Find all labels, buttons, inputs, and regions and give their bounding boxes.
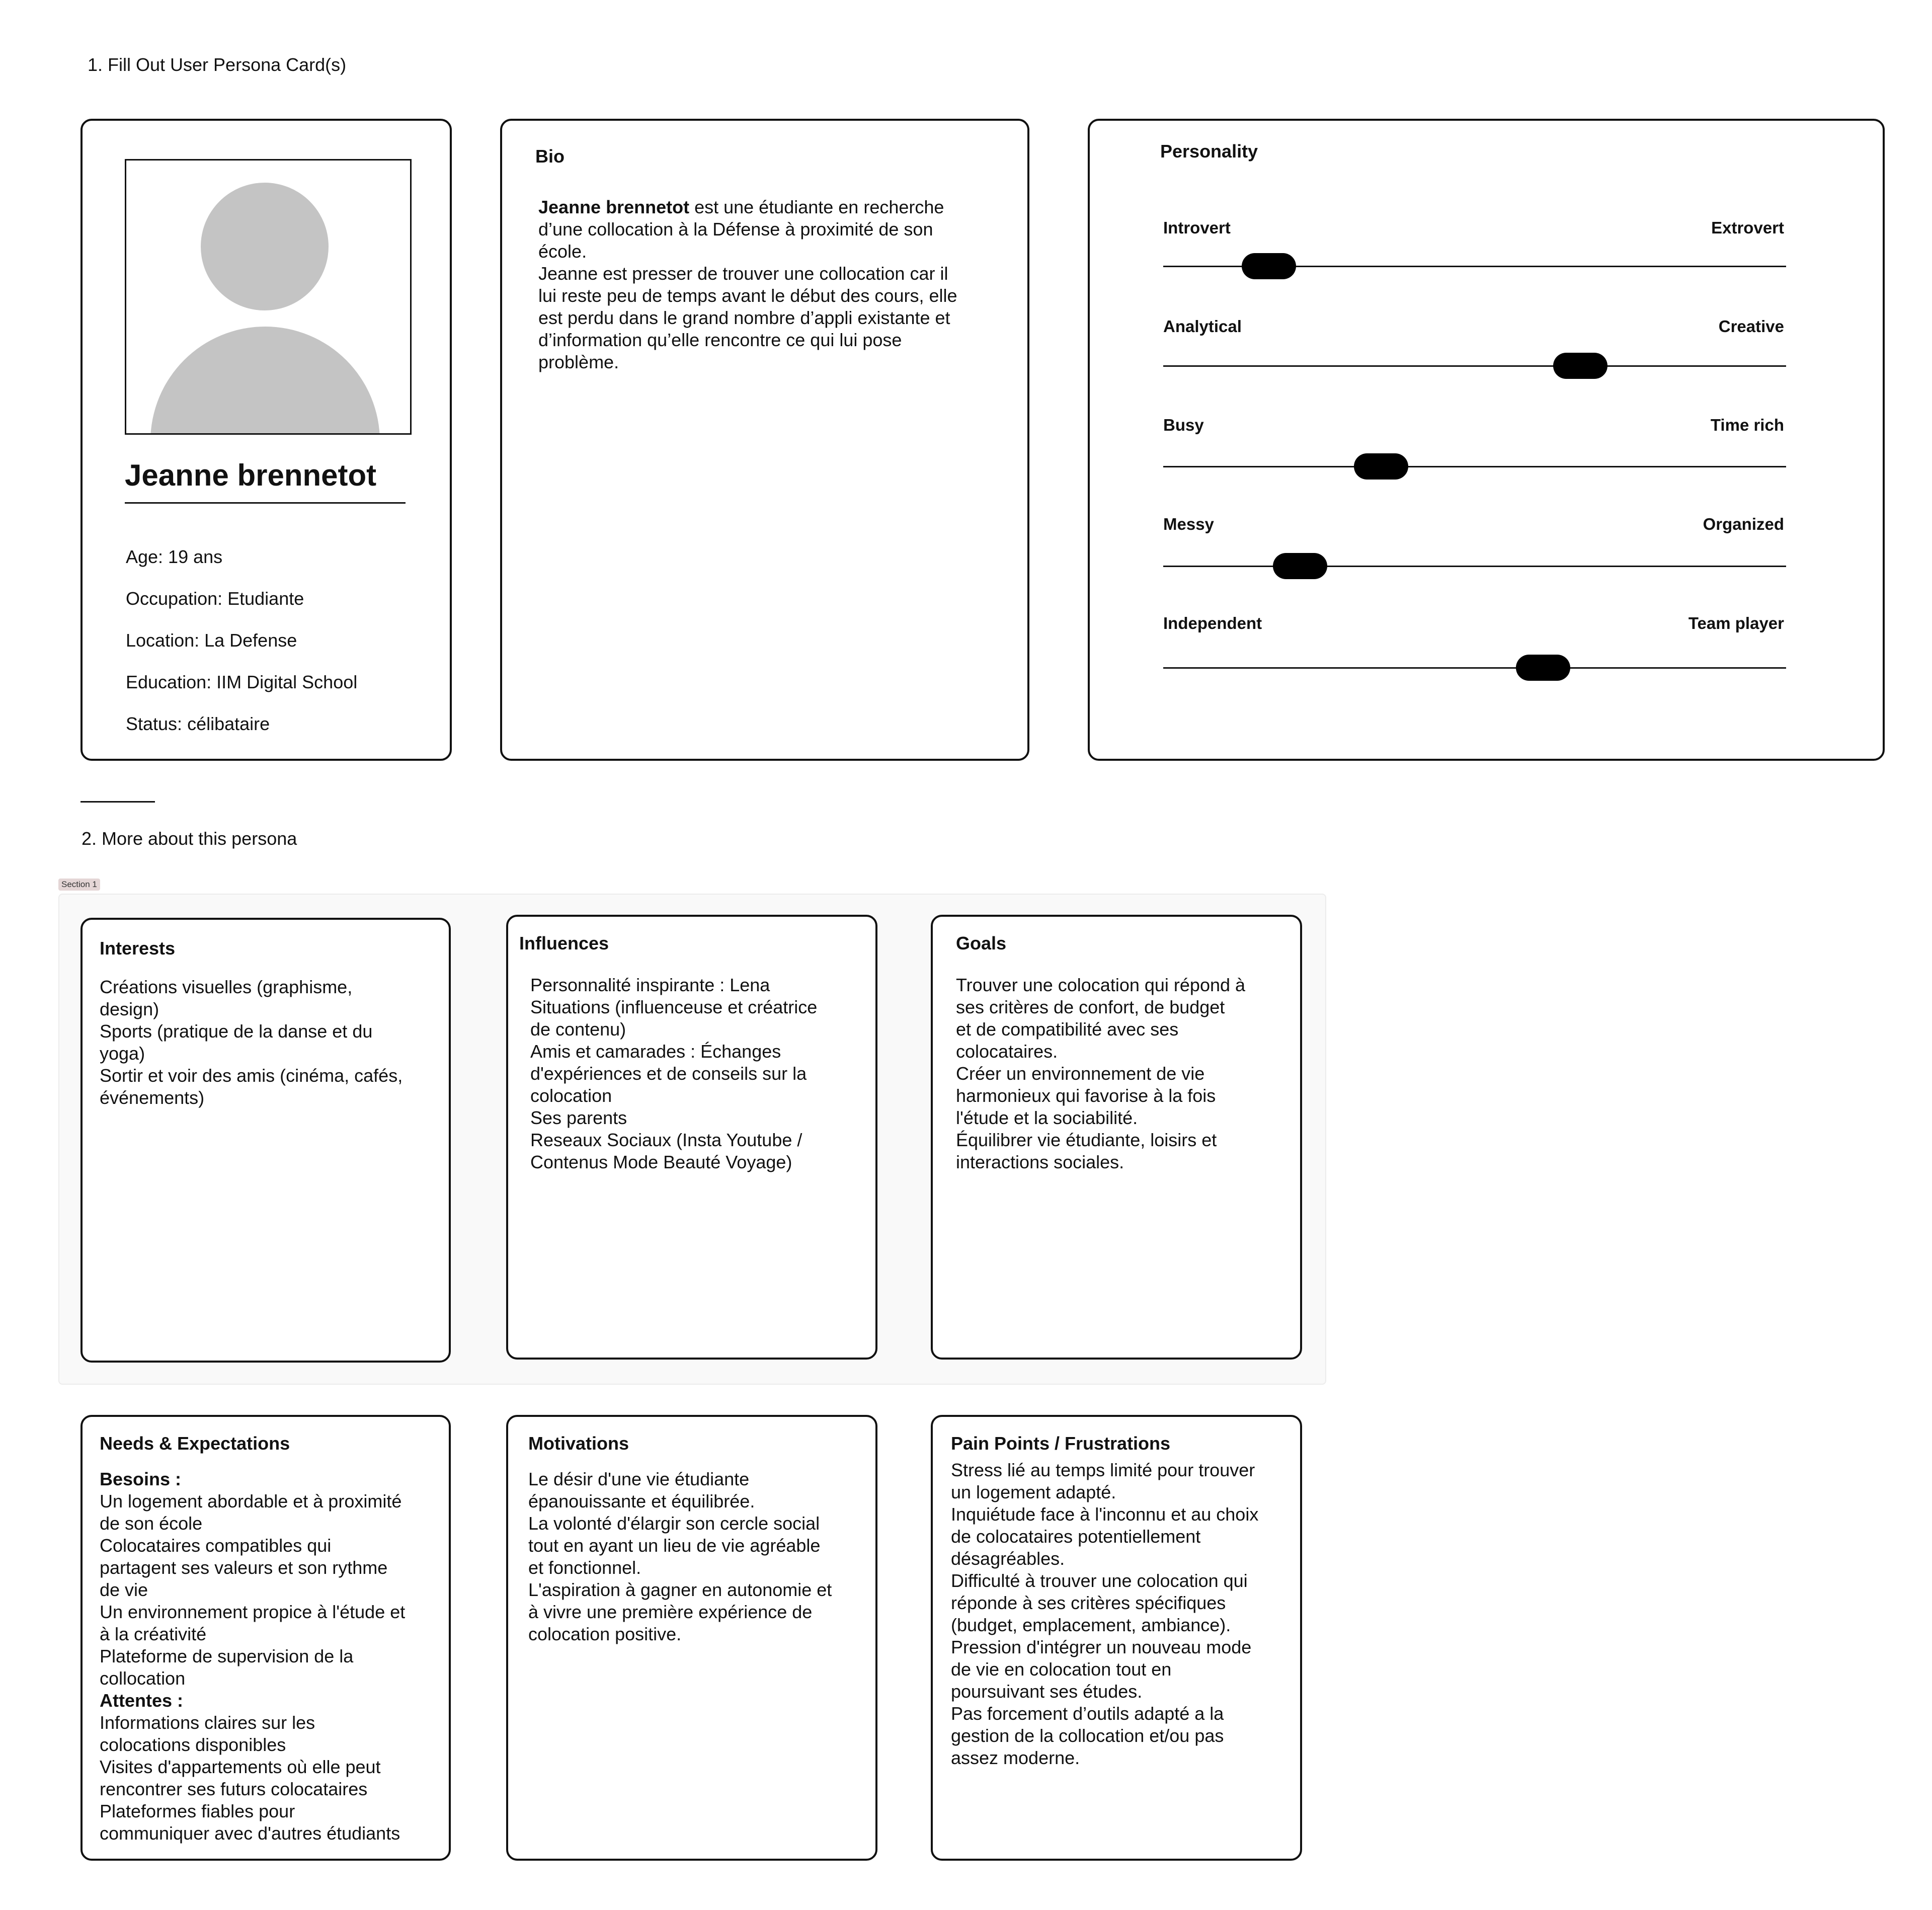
influences-line: Ses parents	[530, 1107, 627, 1128]
slider-track	[1163, 466, 1786, 467]
besoins-line: Colocataires compatibles qui	[100, 1535, 332, 1556]
motivations-line: colocation positive.	[528, 1624, 682, 1644]
pain-points-line: gestion de la collocation et/ou pas	[951, 1725, 1224, 1746]
motivations-line: La volonté d'élargir son cercle social	[528, 1513, 820, 1534]
bio-title: Bio	[535, 146, 565, 167]
influences-text	[530, 974, 817, 1173]
pain-points-line: de vie en colocation tout en	[951, 1659, 1172, 1680]
interests-line: Créations visuelles (graphisme,	[100, 977, 353, 997]
motivations-line: Le désir d'une vie étudiante	[528, 1469, 750, 1489]
pain-points-line: de colocataires potentiellement	[951, 1526, 1201, 1547]
goals-line: harmonieux qui favorise à la fois	[956, 1085, 1216, 1106]
slider-right-label: Team player	[1688, 614, 1784, 632]
bio-line: est perdu dans le grand nombre d’appli existante et	[538, 307, 950, 328]
avatar-body-icon	[150, 327, 380, 435]
besoins-line: à la créativité	[100, 1624, 207, 1644]
besoins-line: partagent ses valeurs et son rythme	[100, 1557, 388, 1578]
slider-right-label: Time rich	[1710, 416, 1784, 434]
pain-points-line: Pas forcement d’outils adapté a la	[951, 1703, 1224, 1724]
pain-points-text	[951, 1459, 1258, 1769]
bio-line: école.	[538, 241, 587, 262]
pain-points-line: Pression d'intégrer un nouveau mode	[951, 1637, 1252, 1657]
slider-knob[interactable]	[1273, 553, 1327, 579]
pain-points-line: poursuivant ses études.	[951, 1681, 1143, 1702]
attentes-line: rencontrer ses futurs colocataires	[100, 1779, 368, 1799]
step2-heading: 2. More about this persona	[82, 828, 297, 849]
influences-line: d'expériences et de conseils sur la	[530, 1063, 807, 1084]
motivations-line: à vivre une première expérience de	[528, 1602, 813, 1622]
name-underline	[125, 502, 406, 504]
influences-line: de contenu)	[530, 1019, 626, 1040]
bio-line: d’information qu’elle rencontre ce qui lui pose	[538, 330, 902, 350]
influences-line: Personnalité inspirante : Lena	[530, 975, 770, 995]
slider-right-label: Organized	[1703, 515, 1784, 533]
besoins-line: Plateforme de supervision de la	[100, 1646, 354, 1666]
besoins-line: de vie	[100, 1579, 148, 1600]
personality-title: Personality	[1160, 141, 1258, 162]
interests-line: Sortir et voir des amis (cinéma, cafés,	[100, 1065, 403, 1086]
persona-name: Jeanne brennetot	[125, 458, 377, 492]
pain-points-line: un logement adapté.	[951, 1482, 1116, 1502]
goals-line: interactions sociales.	[956, 1152, 1124, 1172]
influences-line: Amis et camarades : Échanges	[530, 1041, 781, 1062]
goals-line: ses critères de confort, de budget	[956, 997, 1225, 1017]
motivations-card	[506, 1415, 877, 1861]
pain-points-line: Stress lié au temps limité pour trouver	[951, 1460, 1255, 1480]
motivations-line: et fonctionnel.	[528, 1557, 641, 1578]
motivations-line: épanouissante et équilibrée.	[528, 1491, 755, 1511]
bio-line: problème.	[538, 352, 619, 372]
slider-knob[interactable]	[1354, 453, 1408, 480]
motivations-line: L'aspiration à gagner en autonomie et	[528, 1579, 832, 1600]
attentes-line: Plateformes fiables pour	[100, 1801, 295, 1821]
age-field: Age: 19 ans	[126, 546, 223, 567]
step1-heading: 1. Fill Out User Persona Card(s)	[88, 54, 347, 75]
personality-card	[1088, 119, 1885, 761]
attentes-label: Attentes :	[100, 1690, 184, 1711]
goals-line: Équilibrer vie étudiante, loisirs et	[956, 1130, 1217, 1150]
interests-card	[80, 918, 451, 1363]
besoins-line: de son école	[100, 1513, 203, 1534]
attentes-line: colocations disponibles	[100, 1734, 286, 1755]
slider-left-label: Introvert	[1163, 218, 1231, 237]
slider-left-label: Analytical	[1163, 317, 1242, 336]
influences-card	[506, 915, 877, 1360]
bio-line: d’une collocation à la Défense à proximité de son	[538, 219, 933, 240]
attentes-line: communiquer avec d'autres étudiants	[100, 1823, 400, 1844]
avatar	[125, 159, 412, 435]
slider-right-label: Extrovert	[1711, 218, 1784, 237]
goals-text	[956, 974, 1245, 1173]
pain-points-line: assez moderne.	[951, 1747, 1080, 1768]
needs-title: Needs & Expectations	[100, 1433, 290, 1454]
besoins-line: Un logement abordable et à proximité	[100, 1491, 402, 1511]
interests-text	[100, 976, 403, 1109]
slider-right-label: Creative	[1718, 317, 1784, 336]
status-field: Status: célibataire	[126, 713, 270, 734]
slider-track	[1163, 667, 1786, 669]
occupation-field: Occupation: Etudiante	[126, 588, 304, 609]
slider-left-label: Independent	[1163, 614, 1262, 632]
pain-points-line: réponde à ses critères spécifiques	[951, 1593, 1226, 1613]
influences-line: Contenus Mode Beauté Voyage)	[530, 1152, 792, 1172]
slider-track	[1163, 365, 1786, 367]
influences-title: Influences	[519, 933, 609, 953]
bio-line: lui reste peu de temps avant le début des cours, elle	[538, 285, 957, 306]
interests-line: Sports (pratique de la danse et du	[100, 1021, 373, 1042]
influences-line: Reseaux Sociaux (Insta Youtube /	[530, 1130, 802, 1150]
motivations-text	[528, 1468, 832, 1645]
bio-line: Jeanne est presser de trouver une collocation car il	[538, 263, 948, 284]
slider-track	[1163, 566, 1786, 567]
pain-points-line: Inquiétude face à l'inconnu et au choix	[951, 1504, 1259, 1525]
profile-card	[80, 119, 452, 761]
education-field: Education: IIM Digital School	[126, 672, 358, 692]
section-tag[interactable]: Section 1	[58, 879, 100, 891]
attentes-line: Visites d'appartements où elle peut	[100, 1757, 381, 1777]
influences-line: colocation	[530, 1085, 612, 1106]
goals-line: l'étude et la sociabilité.	[956, 1107, 1138, 1128]
slider-left-label: Busy	[1163, 416, 1204, 434]
attentes-line: Informations claires sur les	[100, 1712, 315, 1733]
pain-points-card	[931, 1415, 1302, 1861]
slider-left-label: Messy	[1163, 515, 1214, 533]
needs-card	[80, 1415, 451, 1861]
slider-knob[interactable]	[1516, 655, 1570, 681]
goals-line: Créer un environnement de vie	[956, 1063, 1205, 1084]
influences-line: Situations (influenceuse et créatrice	[530, 997, 818, 1017]
bio-name: Jeanne brennetot	[538, 197, 690, 217]
bio-card	[500, 119, 1029, 761]
pain-points-line: (budget, emplacement, ambiance).	[951, 1615, 1231, 1635]
bio-line-1: est une étudiante en recherche	[689, 197, 944, 217]
motivations-title: Motivations	[528, 1433, 629, 1454]
goals-title: Goals	[956, 933, 1007, 953]
motivations-line: tout en ayant un lieu de vie agréable	[528, 1535, 821, 1556]
interests-line: événements)	[100, 1087, 205, 1108]
interests-line: yoga)	[100, 1043, 145, 1064]
pain-points-title: Pain Points / Frustrations	[951, 1433, 1171, 1454]
interests-line: design)	[100, 999, 159, 1019]
pain-points-line: Difficulté à trouver une colocation qui	[951, 1570, 1248, 1591]
goals-line: colocataires.	[956, 1041, 1058, 1062]
location-field: Location: La Defense	[126, 630, 297, 651]
needs-text	[100, 1468, 405, 1845]
goals-card	[931, 915, 1302, 1360]
goals-line: Trouver une colocation qui répond à	[956, 975, 1246, 995]
besoins-label: Besoins :	[100, 1469, 182, 1489]
besoins-line: collocation	[100, 1668, 186, 1689]
bio-text	[538, 196, 957, 373]
avatar-head-icon	[201, 183, 329, 310]
goals-line: et de compatibilité avec ses	[956, 1019, 1179, 1040]
interests-title: Interests	[100, 938, 176, 959]
besoins-line: Un environnement propice à l'étude et	[100, 1602, 406, 1622]
slider-knob[interactable]	[1553, 353, 1607, 379]
pain-points-line: désagréables.	[951, 1548, 1065, 1569]
divider	[80, 801, 155, 803]
slider-knob[interactable]	[1242, 253, 1296, 279]
